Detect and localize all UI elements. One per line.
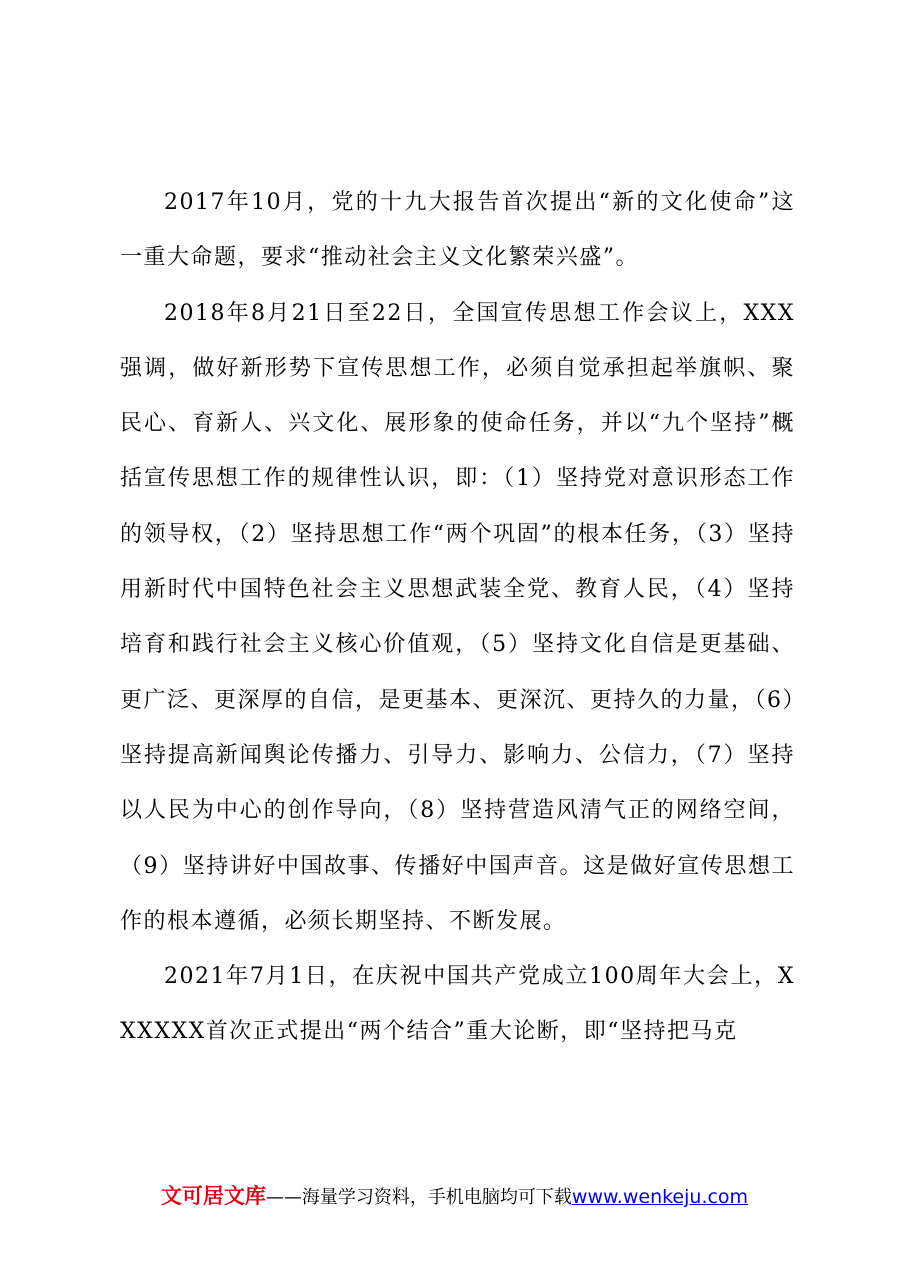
- footer-brand-logo: 文可居文库: [160, 1184, 266, 1208]
- footer-banner: [0, 1180, 909, 1216]
- paragraph-2018-propaganda-conference: 2018年8月21日至22日，全国宣传思想工作会议上，XXX强调，做好新形势下宣传思想工作，必须自觉承担起举旗帜、聚民心、育新人、兴文化、展形象的使命任务，并以“九个坚持”概括宣传思想工作的规律性认识，即：（1）坚持党对意识形态工作的领导权，（2）坚持思想工作“两个巩固”的根本任务，（3）坚持用新时代中国特色社会主义思想武装全党、教育人民，（4）坚持培育和践行社会主义核心价值观，（5）坚持文化自信是更基础、更广泛、更深厚的自信，是更基本、更深沉、更持久的力量，（6）坚持提高新闻舆论传播力、引导力、影响力、公信力，（7）坚持以人民为中心的创作导向，（8）坚持营造风清气正的网络空间，（9）坚持讲好中国故事、传播好中国声音。这是做好宣传思想工作的根本遵循，必须长期坚持、不断发展。: [120, 300, 795, 934]
- paragraph-2017-cultural-mission: 2017年10月，党的十九大报告首次提出“新的文化使命”这一重大命题，要求“推动社会主义文化繁荣兴盛”。: [120, 190, 795, 271]
- document-body: [120, 175, 795, 1060]
- footer-tagline: ——海量学习资料，手机电脑均可下载: [265, 1187, 572, 1208]
- footer-site-link[interactable]: www.wenkeju.com: [571, 1186, 749, 1208]
- paragraph-2021-centenary: 2021年7月1日，在庆祝中国共产党成立100周年大会上，XXXXXX首次正式提出“两个结合”重大论断，即“坚持把马克: [120, 964, 795, 1045]
